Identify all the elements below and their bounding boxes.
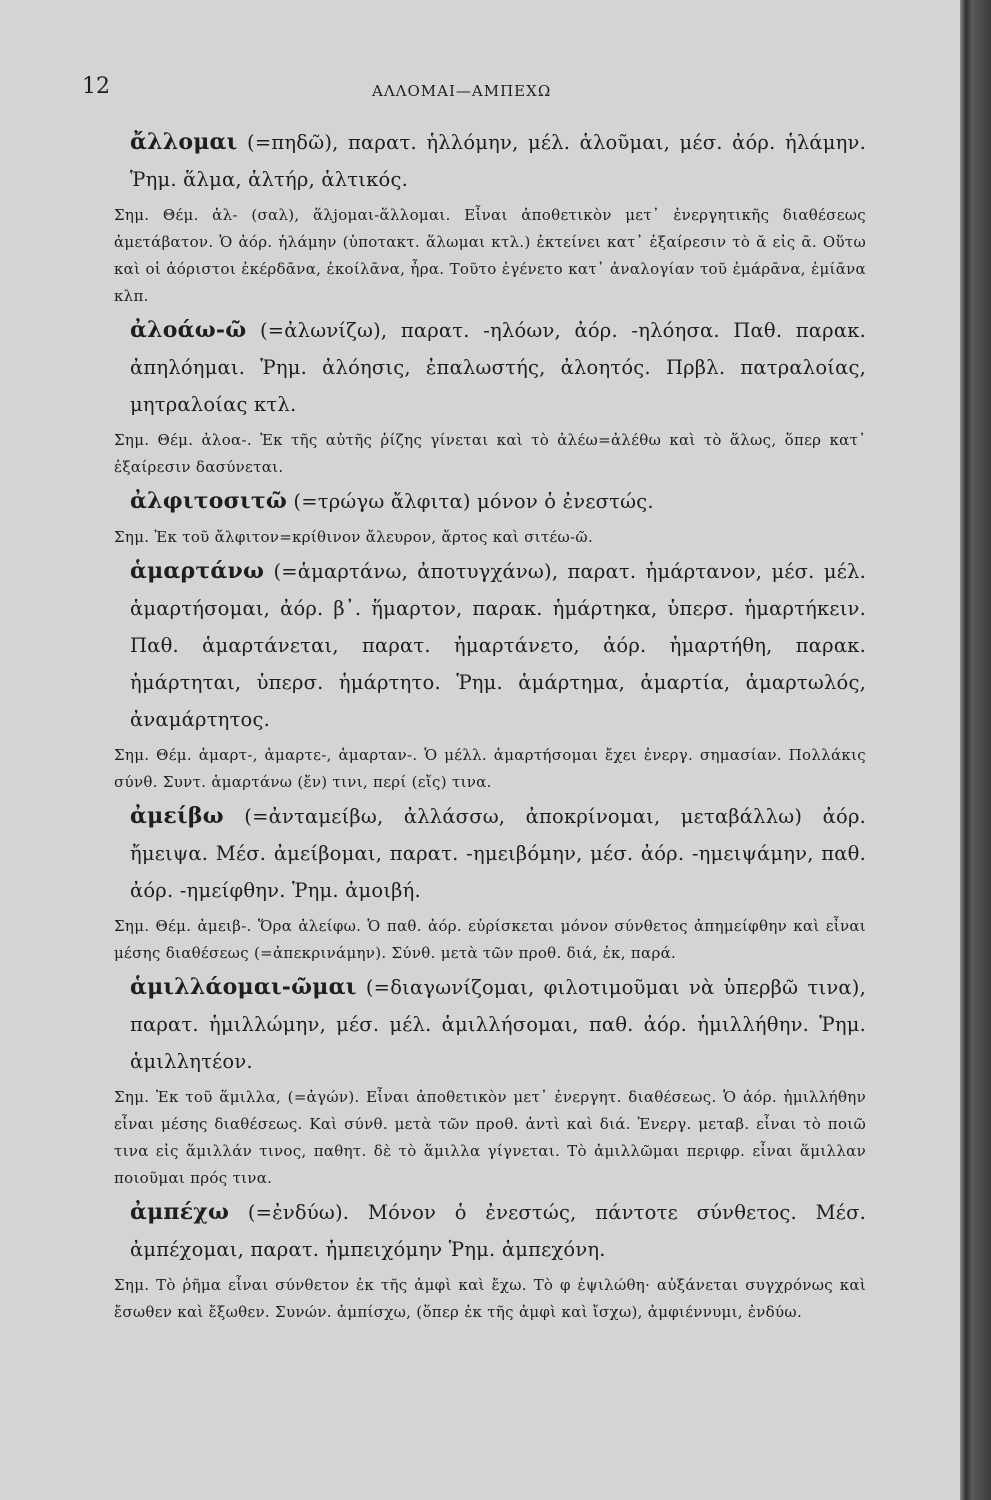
entry-text: (=ἐνδύω). Μόνον ὁ ἐνεστώς, πάντοτε σύνθετος. Μέσ. ἀμπέχομαι, παρατ. ἠμπειχόμην Ῥημ. ἀμπεχόνη. xyxy=(130,1201,866,1261)
entry-ameivo xyxy=(80,798,866,909)
entry-lemma: ἀλφιτοσιτῶ xyxy=(130,488,287,514)
entry-text: (=τρώγω ἄλφιτα) μόνον ὁ ἐνεστώς. xyxy=(293,490,654,513)
dictionary-entries xyxy=(80,124,866,1328)
entry-alfitosito xyxy=(80,483,866,520)
entry-lemma: ἁμιλλάομαι-ῶμαι xyxy=(130,974,357,1000)
entry-text: (=πηδῶ), παρατ. ἡλλόμην, μέλ. ἁλοῦμαι, μέσ. ἀόρ. ἡλάμην. Ῥημ. ἅλμα, ἁλτήρ, ἁλτικός. xyxy=(130,131,866,191)
scan-edge-strip xyxy=(960,0,991,1500)
entry-lemma: ἀμπέχω xyxy=(130,1199,230,1225)
entry-text: (=ἁμαρτάνω, ἀποτυγχάνω), παρατ. ἡμάρτανον, μέσ. μέλ. ἁμαρτήσομαι, ἀόρ. β᾽. ἥμαρτον, παρακ. ἡμάρτηκα, ὑπερσ. ἡμαρτήκειν. Παθ. ἁμαρτάνεται, παρατ. ἡμαρτάνετο, ἀόρ. ἡμαρτήθη, παρακ. ἡμάρτηται, ὑπερσ. ἡμάρτητο. Ῥημ. ἁμάρτημα, ἁμαρτία, ἁμαρτωλός, ἀναμάρτητος. xyxy=(130,560,866,731)
entry-amartano xyxy=(80,553,866,738)
entry-amillaomai xyxy=(80,969,866,1080)
entry-lemma: ἁμαρτάνω xyxy=(130,558,265,584)
entry-lemma: ἀλοάω-ῶ xyxy=(130,317,247,343)
entry-allomai xyxy=(80,124,866,198)
entry-note: Σημ. Θέμ. ἀμειβ-. Ὅρα ἀλείφω. Ὁ παθ. ἀόρ. εὑρίσκεται μόνον σύνθετος ἀπημείφθην καὶ εἶναι μέσης διαθέσεως (=ἀπεκρινάμην). Σύνθ. μετὰ τῶν προθ. διά, ἐκ, παρά. xyxy=(114,917,866,962)
entry-aloao xyxy=(80,312,866,423)
entry-lemma: ἄλλομαι xyxy=(130,129,238,155)
page-number: 12 xyxy=(82,74,110,99)
entry-ampecho xyxy=(80,1194,866,1268)
entry-text: (=ἀνταμείβω, ἀλλάσσω, ἀποκρίνομαι, μεταβάλλω) ἀόρ. ἤμειψα. Μέσ. ἀμείβομαι, παρατ. -ημειβόμην, μέσ. ἀόρ. -ημειψάμην, παθ. ἀόρ. -ημείφθην. Ῥημ. ἀμοιβή. xyxy=(130,805,867,902)
entry-note: Σημ. Ἐκ τοῦ ἄλφιτον=κρίθινον ἄλευρον, ἄρτος καὶ σιτέω-ῶ. xyxy=(114,528,594,546)
entry-text: (=διαγωνίζομαι, φιλοτιμοῦμαι νὰ ὑπερβῶ τινα), παρατ. ἡμιλλώμην, μέσ. μέλ. ἁμιλλήσομαι, παθ. ἀόρ. ἡμιλλήθην. Ῥημ. ἁμιλλητέον. xyxy=(130,976,866,1073)
page-header xyxy=(82,74,872,114)
entry-note: Σημ. Θέμ. ἁλ- (σαλ), ἅλjομαι-ἅλλομαι. Εἶναι ἀποθετικὸν μετ᾽ ἐνεργητικῆς διαθέσεως ἀμετάβατον. Ὁ ἀόρ. ἡλάμην (ὑποτακτ. ἅλωμαι κτλ.) ἐκτείνει κατ᾽ ἐξαίρεσιν τὸ ᾰ εἰς ᾱ. Οὕτω καὶ οἱ ἀόριστοι ἐκέρδᾱνα, ἐκοίλᾱνα, ἦρα. Τοῦτο ἐγένετο κατ᾽ ἀναλογίαν τοῦ ἐμάρᾱνα, ἐμίᾱνα κλπ. xyxy=(114,206,866,305)
entry-lemma: ἀμείβω xyxy=(130,803,224,829)
entry-text: (=ἀλωνίζω), παρατ. -ηλόων, ἀόρ. -ηλόησα. Παθ. παρακ. ἀπηλόημαι. Ῥημ. ἀλόησις, ἐπαλωστής, ἀλοητός. Πρβλ. πατραλοίας, μητραλοίας κτλ. xyxy=(130,319,866,416)
entry-note: Σημ. Θέμ. ἁμαρτ-, ἁμαρτε-, ἁμαρταν-. Ὁ μέλλ. ἁμαρτήσομαι ἔχει ἐνεργ. σημασίαν. Πολλάκις σύνθ. Συντ. ἁμαρτάνω (ἔν) τινι, περί (εἴς) τινα. xyxy=(114,746,866,791)
running-head: ΑΛΛΟΜΑΙ—ΑΜΠΕΧΩ xyxy=(372,82,552,100)
entry-note: Σημ. Θέμ. ἀλοα-. Ἐκ τῆς αὐτῆς ῥίζης γίνεται καὶ τὸ ἀλέω=ἀλέθω καὶ τὸ ἅλως, ὅπερ κατ᾽ ἐξαίρεσιν δασύνεται. xyxy=(114,431,866,476)
entry-note: Σημ. Ἐκ τοῦ ἅμιλλα, (=ἀγών). Εἶναι ἀποθετικὸν μετ᾽ ἐνεργητ. διαθέσεως. Ὁ ἀόρ. ἡμιλλήθην εἶναι μέσης διαθέσεως. Καὶ σύνθ. μετὰ τῶν προθ. ἀντὶ καὶ διά. Ἐνεργ. μεταβ. εἶναι τὸ ποιῶ τινα εἰς ἅμιλλάν τινος, παθητ. δὲ τὸ ἅμιλλα γίγνεται. Τὸ ἁμιλλῶμαι περιφρ. εἶναι ἅμιλλαν ποιοῦμαι πρός τινα. xyxy=(114,1088,866,1187)
entry-note: Σημ. Τὸ ῥῆμα εἶναι σύνθετον ἐκ τῆς ἀμφὶ καὶ ἔχω. Τὸ φ ἐψιλώθη· αὐξάνεται συγχρόνως καὶ ἔσωθεν καὶ ἔξωθεν. Συνών. ἀμπίσχω, (ὅπερ ἐκ τῆς ἀμφὶ καὶ ἴσχω), ἀμφιέννυμι, ἐνδύω. xyxy=(114,1276,866,1321)
